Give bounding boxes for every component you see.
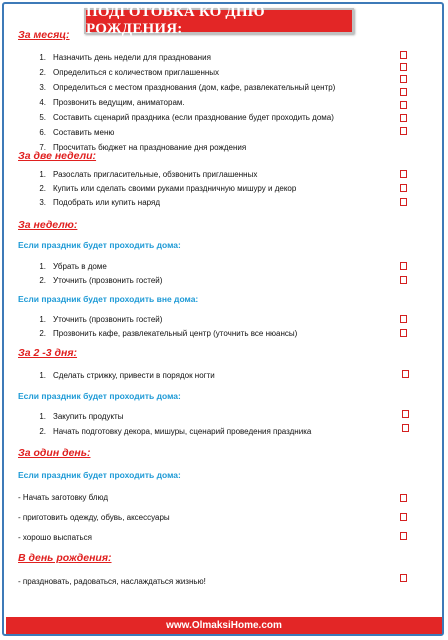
list-item: 2. Уточнить (прозвонить гостей) <box>39 276 163 285</box>
list-item: 1. Закупить продукты <box>39 412 124 421</box>
checkbox[interactable] <box>400 184 407 192</box>
footer-bar <box>6 617 442 634</box>
checkbox[interactable] <box>400 494 407 502</box>
subheading-away: Если праздник будет проходить вне дома: <box>18 294 199 304</box>
checkbox[interactable] <box>400 101 407 109</box>
list-item: - праздновать, радоваться, наслаждаться жизнью! <box>18 577 206 586</box>
list-item: 2. Начать подготовку декора, мишуры, сценарий проведения праздника <box>39 427 312 436</box>
checkbox[interactable] <box>402 424 409 432</box>
checkbox[interactable] <box>400 51 407 59</box>
checkbox[interactable] <box>400 262 407 270</box>
list-item: 2. Определиться с количеством приглашенных <box>39 68 220 77</box>
checkbox[interactable] <box>400 276 407 284</box>
section-heading-week: За неделю: <box>18 219 78 231</box>
list-item: 1. Убрать в доме <box>39 262 107 271</box>
checkbox[interactable] <box>400 63 407 71</box>
list-item: 1. Назначить день недели для празднования <box>39 53 211 62</box>
checkbox[interactable] <box>400 170 407 178</box>
subheading-home: Если праздник будет проходить дома: <box>18 470 181 480</box>
page-title: ПОДГОТОВКА КО ДНЮ РОЖДЕНИЯ: <box>86 4 265 37</box>
list-item: 1. Сделать стрижку, привести в порядок ногти <box>39 371 215 380</box>
checkbox[interactable] <box>400 198 407 206</box>
checkbox[interactable] <box>400 75 407 83</box>
list-item: 3. Определиться с местом празднования (дом, кафе, развлекательный центр) <box>39 83 336 92</box>
section-heading-days: За 2 -3 дня: <box>18 347 78 359</box>
list-item: - хорошо выспаться <box>18 533 93 542</box>
list-item: 4. Прозвонить ведущим, аниматорам. <box>39 98 185 107</box>
list-item: - приготовить одежду, обувь, аксессуары <box>18 513 170 522</box>
list-item: 7. Просчитать бюджет на празднование дня рождения <box>39 143 247 152</box>
section-heading-month: За месяц: <box>18 29 70 41</box>
checkbox[interactable] <box>400 88 407 96</box>
checkbox[interactable] <box>400 574 407 582</box>
title-banner <box>84 4 354 37</box>
list-item: 2. Прозвонить кафе, развлекательный центр (уточнить все нюансы) <box>39 329 298 338</box>
checkbox[interactable] <box>400 513 407 521</box>
checkbox[interactable] <box>400 329 407 337</box>
section-heading-one-day: За один день: <box>18 447 91 459</box>
list-item: 1. Разослать пригласительные, обзвонить приглашенных <box>39 170 258 179</box>
list-item: 1. Уточнить (прозвонить гостей) <box>39 315 163 324</box>
checkbox[interactable] <box>400 114 407 122</box>
checkbox[interactable] <box>402 410 409 418</box>
footer-link[interactable]: www.OlmaksiHome.com <box>166 620 282 631</box>
checkbox[interactable] <box>400 532 407 540</box>
list-item: 3. Подобрать или купить наряд <box>39 198 160 207</box>
list-item: 5. Составить сценарий праздника (если празднование будет проходить дома) <box>39 113 334 122</box>
list-item: 2. Купить или сделать своими руками праздничную мишуру и декор <box>39 184 297 193</box>
section-heading-two-weeks: За две недели: <box>18 150 97 162</box>
section-heading-birthday: В день рождения: <box>18 552 112 564</box>
list-item: 6. Составить меню <box>39 128 115 137</box>
list-item: - Начать заготовку блюд <box>18 493 109 502</box>
subheading-home: Если праздник будет проходить дома: <box>18 391 181 401</box>
checkbox[interactable] <box>400 315 407 323</box>
checkbox[interactable] <box>400 127 407 135</box>
subheading-home: Если праздник будет проходить дома: <box>18 240 181 250</box>
checkbox[interactable] <box>402 370 409 378</box>
